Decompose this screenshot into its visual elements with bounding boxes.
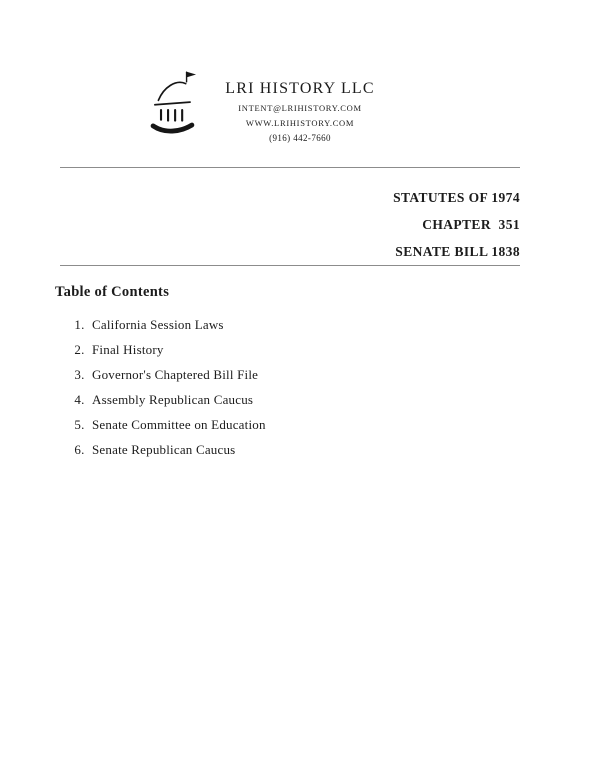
toc-item-4: 4. Assembly Republican Caucus: [88, 393, 600, 406]
divider-top: [60, 167, 520, 168]
company-phone: (916) 442-7660: [269, 133, 331, 143]
company-website: WWW.LRIHISTORY.COM: [245, 118, 355, 128]
toc-item-1: 1. California Session Laws: [88, 318, 600, 331]
company-name: LRI HISTORY LLC: [225, 80, 375, 97]
toc-item-5: 5. Senate Committee on Education: [88, 418, 600, 431]
senate-bill-line: SENATE BILL 1838: [395, 244, 520, 259]
statutes-line: STATUTES OF 1974: [393, 190, 520, 205]
toc-list: [0, 318, 600, 456]
bill-reference-block: [0, 184, 520, 265]
toc-title: Table of Contents: [55, 284, 170, 300]
toc-item-2: 2. Final History: [88, 343, 600, 356]
toc-item-3: 3. Governor's Chaptered Bill File: [88, 368, 600, 381]
divider-bottom: [60, 265, 520, 266]
capitol-building-sketch-icon: [145, 66, 207, 140]
toc-item-6: 6. Senate Republican Caucus: [88, 443, 600, 456]
company-block: [0, 80, 600, 143]
company-email: INTENT@LRIHISTORY.COM: [238, 103, 362, 113]
chapter-line: CHAPTER 351: [422, 217, 520, 232]
letterhead: [0, 80, 600, 143]
